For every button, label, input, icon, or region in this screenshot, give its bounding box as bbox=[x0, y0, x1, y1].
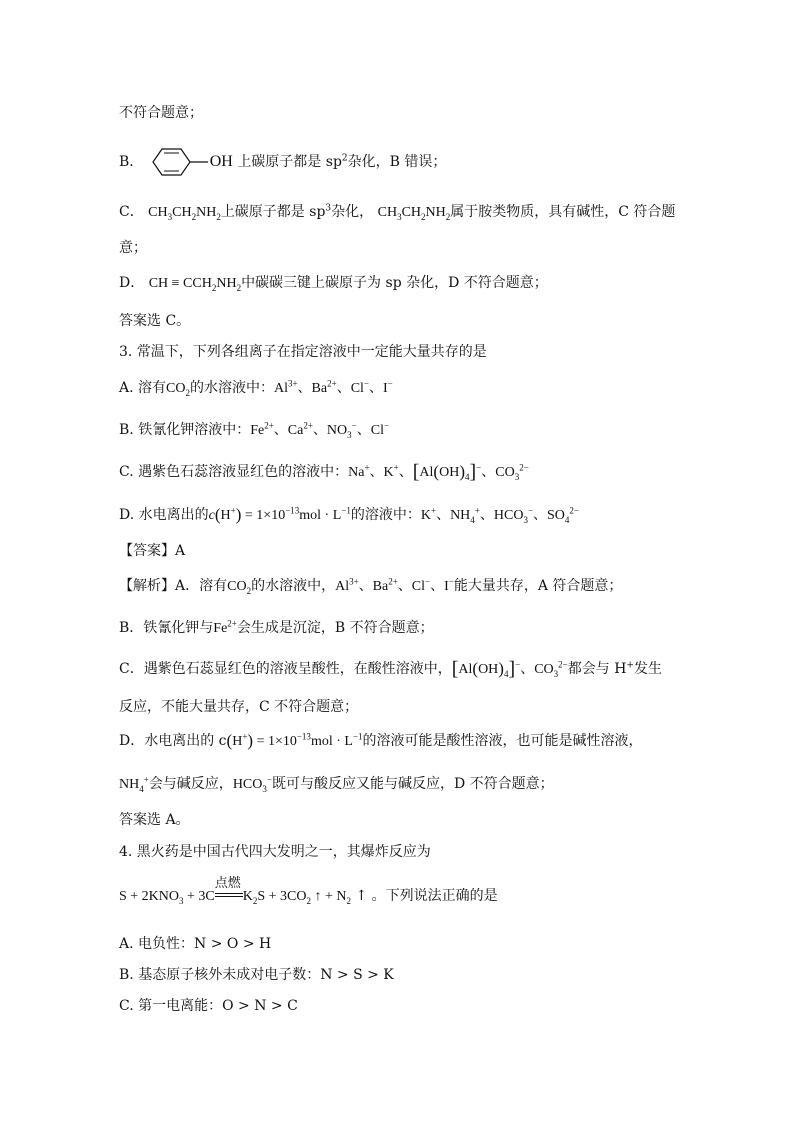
benzene-ring-icon bbox=[148, 147, 210, 177]
explanation-c bbox=[119, 659, 662, 680]
option-b bbox=[119, 147, 446, 177]
text-fragment: 既可与酸反应又能与碱反应，D 不符合题意； bbox=[271, 776, 554, 792]
text-line: 不符合题意； bbox=[119, 105, 203, 121]
text-line: 意； bbox=[119, 240, 147, 256]
formula: CH ≡ $CCH_2NH_2$ bbox=[148, 276, 242, 293]
text-fragment: 的水溶液中： bbox=[189, 380, 274, 396]
text-line: 反应，不能大量共存，C 不符合题意； bbox=[119, 699, 359, 715]
formula: $[Al(OH)_4]^-$、$CO_3^{2-}$ bbox=[451, 658, 568, 680]
explanation-d bbox=[119, 731, 643, 752]
text-fragment: B．铁氰化钾与 bbox=[119, 620, 214, 636]
option-d bbox=[119, 273, 548, 294]
ion-list: K+、$NH_4^+$、$HCO_3^-$、$SO_4^{2-}$ bbox=[420, 505, 579, 525]
text-fragment: 会与碱反应， bbox=[148, 776, 233, 792]
explanation-b bbox=[119, 618, 434, 639]
formula: $Fe^{2+}$ bbox=[213, 618, 237, 636]
text-fragment: B. 铁氰化钾溶液中： bbox=[119, 422, 251, 438]
answer-line: 答案选 C。 bbox=[119, 313, 191, 329]
text-fragment: C. 遇紫色石蕊溶液显红色的溶液中： bbox=[119, 464, 349, 480]
formula: $S + 2KNO_3 + 3C$ bbox=[119, 889, 215, 906]
text-fragment: D．水电离出的 c bbox=[119, 733, 227, 749]
text-fragment: ↑ 。下列说法正确的是 bbox=[351, 888, 498, 904]
question-4-option-a: A. 电负性：N > O > H bbox=[119, 936, 272, 952]
explanation-a bbox=[119, 576, 622, 597]
formula: $(H^+) = 1\times 10^{-13}mol \cdot L^{-1}$ bbox=[226, 731, 363, 750]
question-3-option-b bbox=[119, 420, 389, 441]
question-3: 3. 常温下，下列各组离子在指定溶液中一定能大量共存的是 bbox=[119, 344, 487, 360]
question-4-option-b: B. 基态原子核外未成对电子数：N > S > K bbox=[119, 967, 394, 983]
superscript: 3 bbox=[325, 203, 332, 214]
text-fragment: 会生成是沉淀，B 不符合题意； bbox=[236, 620, 434, 636]
text-fragment: 上碳原子都是 sp bbox=[237, 154, 342, 170]
formula: $HCO_3^-$ bbox=[232, 774, 272, 794]
reaction-condition: 点燃 bbox=[214, 876, 241, 891]
text-fragment: 属于胺类物质，具有碱性，C 符合题 bbox=[450, 204, 676, 220]
formula: $CO_2$ bbox=[166, 381, 190, 398]
text-fragment: 上碳原子都是 sp bbox=[220, 204, 326, 220]
hydroxyl-group: OH bbox=[209, 153, 233, 170]
option-label: B． bbox=[119, 154, 144, 170]
text-fragment: 都会与 H bbox=[567, 661, 627, 677]
ion-list: $Al^{3+}$、$Ba^{2+}$、Cl−、I− bbox=[335, 576, 454, 594]
text-fragment: 中碳碳三键上碳原子为 sp 杂化，D 不符合题意； bbox=[241, 275, 548, 291]
superscript: + bbox=[626, 660, 634, 671]
question-3-option-d bbox=[119, 505, 579, 526]
text-fragment: A. 溶有 bbox=[119, 380, 167, 396]
text-fragment: D. 水电离出的 bbox=[119, 507, 209, 523]
text-fragment: 【解析】A．溶有 bbox=[119, 578, 228, 594]
answer-label: 【答案】A bbox=[119, 543, 186, 559]
formula: $CO_2$ bbox=[227, 579, 252, 596]
text-fragment: 的溶液可能是酸性溶液，也可能是碱性溶液， bbox=[362, 733, 643, 749]
option-c bbox=[119, 202, 675, 223]
text-fragment: 杂化，B 错误； bbox=[347, 154, 447, 170]
formula: $K_2S + 3CO_2$ ↑ + $N_2$ bbox=[242, 889, 352, 906]
ion-list: $Al^{3+}$、$Ba^{2+}$、Cl−、I− bbox=[273, 378, 393, 396]
text-fragment: C．遇紫色石蕊显红色的溶液呈酸性，在酸性溶液中， bbox=[119, 661, 452, 677]
question-4-option-c: C. 第一电离能：O > N > C bbox=[119, 998, 298, 1014]
formula: $NH_4^+$ bbox=[119, 774, 149, 794]
option-label: D． bbox=[119, 275, 145, 291]
formula: $c(H^+) = 1\times 10^{-13}mol \cdot L^{-1}$ bbox=[208, 505, 351, 524]
question-4: 4. 黑火药是中国古代四大发明之一，其爆炸反应为 bbox=[119, 844, 431, 860]
explanation-d-cont bbox=[119, 774, 554, 795]
formula: $CH_3CH_2NH_2$ bbox=[148, 205, 221, 222]
text-fragment: 杂化， bbox=[331, 204, 374, 220]
reaction-equation bbox=[119, 876, 498, 907]
ion-list: Na+、K+、$[Al(OH)_4]^-$、$CO_3^{2-}$ bbox=[348, 461, 529, 483]
answer-line: 答案选 A。 bbox=[119, 812, 190, 828]
question-3-option-c bbox=[119, 462, 529, 483]
text-fragment: 能大量共存，A 符合题意； bbox=[453, 578, 623, 594]
ion-list: $Fe^{2+}$、$Ca^{2+}$、$NO_3^-$、Cl− bbox=[250, 420, 390, 440]
text-fragment: 的水溶液中， bbox=[251, 578, 336, 594]
text-fragment: 发生 bbox=[633, 661, 662, 677]
reaction-arrow bbox=[214, 876, 243, 906]
superscript: 2 bbox=[341, 153, 348, 164]
text-fragment: 的溶液中： bbox=[350, 507, 421, 523]
question-3-option-a bbox=[119, 378, 393, 399]
option-label: C． bbox=[119, 204, 144, 220]
formula: $CH_3CH_2NH_2$ bbox=[377, 205, 451, 222]
